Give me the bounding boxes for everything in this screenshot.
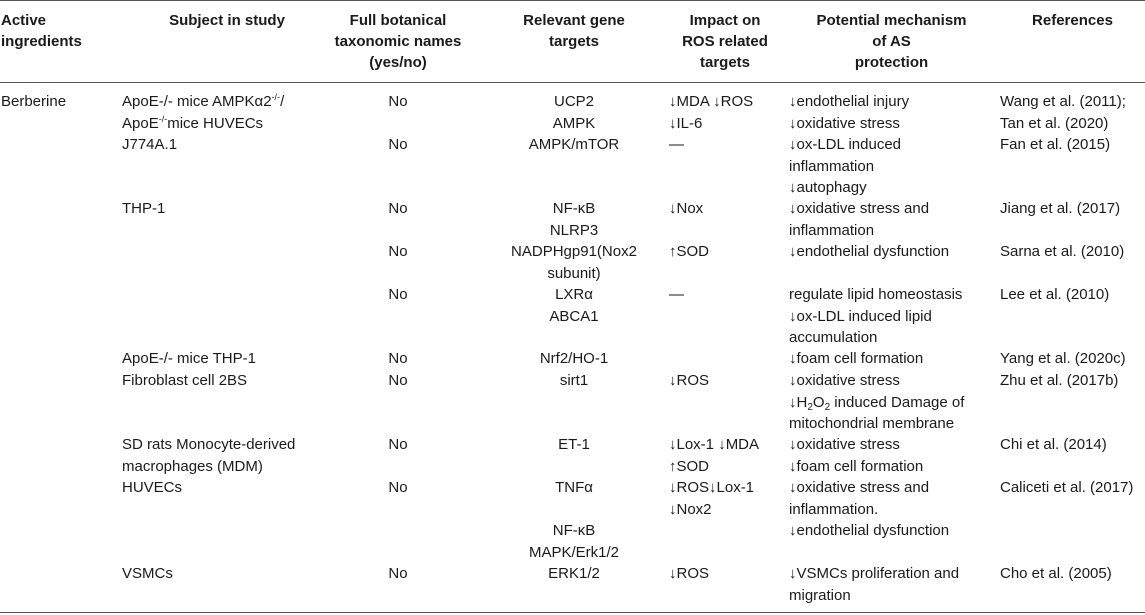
cell-subject: J774A.1	[122, 136, 178, 153]
cell-gene: NF-κB NLRP3	[549, 200, 599, 239]
cell-gene: UCP2 AMPK	[552, 93, 596, 132]
bottom-rule	[0, 612, 1145, 613]
cell-botanical: No	[388, 372, 408, 389]
cell-impact: ↑SOD	[669, 243, 710, 260]
cell-mechanism: ↓foam cell formation	[789, 350, 924, 367]
cell-impact: ↓ROS	[669, 372, 710, 389]
cell-impact: ↓ROS↓Lox-1 ↓Nox2	[669, 479, 755, 518]
header-refs: References	[1032, 12, 1113, 29]
cell-impact: ↓ROS	[669, 565, 710, 582]
header-subject: Subject in study	[169, 12, 285, 29]
cell-mechanism: ↓oxidative stress ↓foam cell formation	[789, 436, 924, 475]
cell-impact: ↓Nox	[669, 200, 704, 217]
cell-gene: Nrf2/HO-1	[539, 350, 609, 367]
cell-refs: Chi et al. (2014)	[1000, 436, 1107, 453]
cell-mechanism: ↓VSMCs proliferation and migration	[789, 565, 960, 604]
cell-botanical: No	[388, 136, 408, 153]
cell-subject: THP-1	[122, 200, 166, 217]
cell-botanical: No	[388, 286, 408, 303]
cell-subject: VSMCs	[122, 565, 173, 582]
cell-impact: —	[669, 136, 684, 153]
cell-refs: Jiang et al. (2017)	[1000, 200, 1121, 217]
cell-mechanism: ↓oxidative stress and inflammation.	[789, 479, 930, 518]
cell-refs: Lee et al. (2010)	[1000, 286, 1110, 303]
cell-mechanism: regulate lipid homeostasis ↓ox-LDL induced lipid accumulation	[789, 286, 963, 346]
cell-botanical: No	[388, 479, 408, 496]
cell-mechanism: ↓endothelial dysfunction	[789, 522, 950, 539]
cell-refs: Cho et al. (2005)	[1000, 565, 1112, 582]
cell-mechanism: ↓ox-LDL induced inflammation ↓autophagy	[789, 136, 902, 196]
top-rule	[0, 0, 1145, 1]
cell-mechanism: ↓endothelial injury ↓oxidative stress	[789, 93, 910, 132]
cell-subject: Fibroblast cell 2BS	[122, 372, 248, 389]
cell-refs: Caliceti et al. (2017)	[1000, 479, 1134, 496]
cell-impact: ↓MDA ↓ROS ↓IL-6	[669, 93, 754, 132]
cell-impact: ↓Lox-1 ↓MDA ↑SOD	[669, 436, 760, 475]
cell-gene: ERK1/2	[548, 565, 600, 582]
cell-gene: sirt1	[559, 372, 589, 389]
cell-refs: Sarna et al. (2010)	[1000, 243, 1125, 260]
cell-gene: NADPHgp91(Nox2 subunit)	[511, 243, 637, 282]
cell-refs: Fan et al. (2015)	[1000, 136, 1111, 153]
header-impact: Impact on ROS related targets	[682, 12, 768, 71]
cell-botanical: No	[388, 565, 408, 582]
cell-mechanism: ↓oxidative stress and inflammation	[789, 200, 930, 239]
cell-botanical: No	[388, 436, 408, 453]
cell-mechanism: ↓endothelial dysfunction	[789, 243, 950, 260]
cell-refs: Wang et al. (2011); Tan et al. (2020)	[1000, 93, 1126, 132]
cell-gene: NF-κB MAPK/Erk1/2	[528, 522, 620, 561]
header-rule	[0, 82, 1145, 83]
cell-botanical: No	[388, 243, 408, 260]
cell-subject: ApoE-/- mice THP-1	[122, 350, 256, 367]
cell-impact: —	[669, 286, 684, 303]
header-mechanism: Potential mechanism of AS protection	[816, 12, 967, 71]
header-botanical: Full botanical taxonomic names (yes/no)	[334, 12, 462, 71]
cell-mechanism: ↓oxidative stress $↓H_2O_2$ induced Damage of mitochondrial membrane	[789, 372, 965, 432]
active-ingredient-cell: Berberine	[1, 93, 67, 110]
cell-subject: ApoE-/- mice AMPKα2-/-/ ApoE-/-mice HUVECs	[122, 92, 285, 132]
cell-gene: LXRα ABCA1	[549, 286, 599, 325]
cell-gene: AMPK/mTOR	[528, 136, 620, 153]
header-gene: Relevant gene targets	[523, 12, 625, 50]
cell-gene: TNFα	[555, 479, 593, 496]
cell-refs: Zhu et al. (2017b)	[1000, 372, 1119, 389]
cell-botanical: No	[388, 200, 408, 217]
cell-botanical: No	[388, 93, 408, 110]
cell-subject: SD rats Monocyte-derived macrophages (MDM)	[122, 436, 296, 475]
cell-gene: ET-1	[558, 436, 590, 453]
cell-subject: HUVECs	[122, 479, 183, 496]
cell-refs: Yang et al. (2020c)	[1000, 350, 1126, 367]
header-active: Active ingredients	[1, 12, 82, 50]
cell-botanical: No	[388, 350, 408, 367]
